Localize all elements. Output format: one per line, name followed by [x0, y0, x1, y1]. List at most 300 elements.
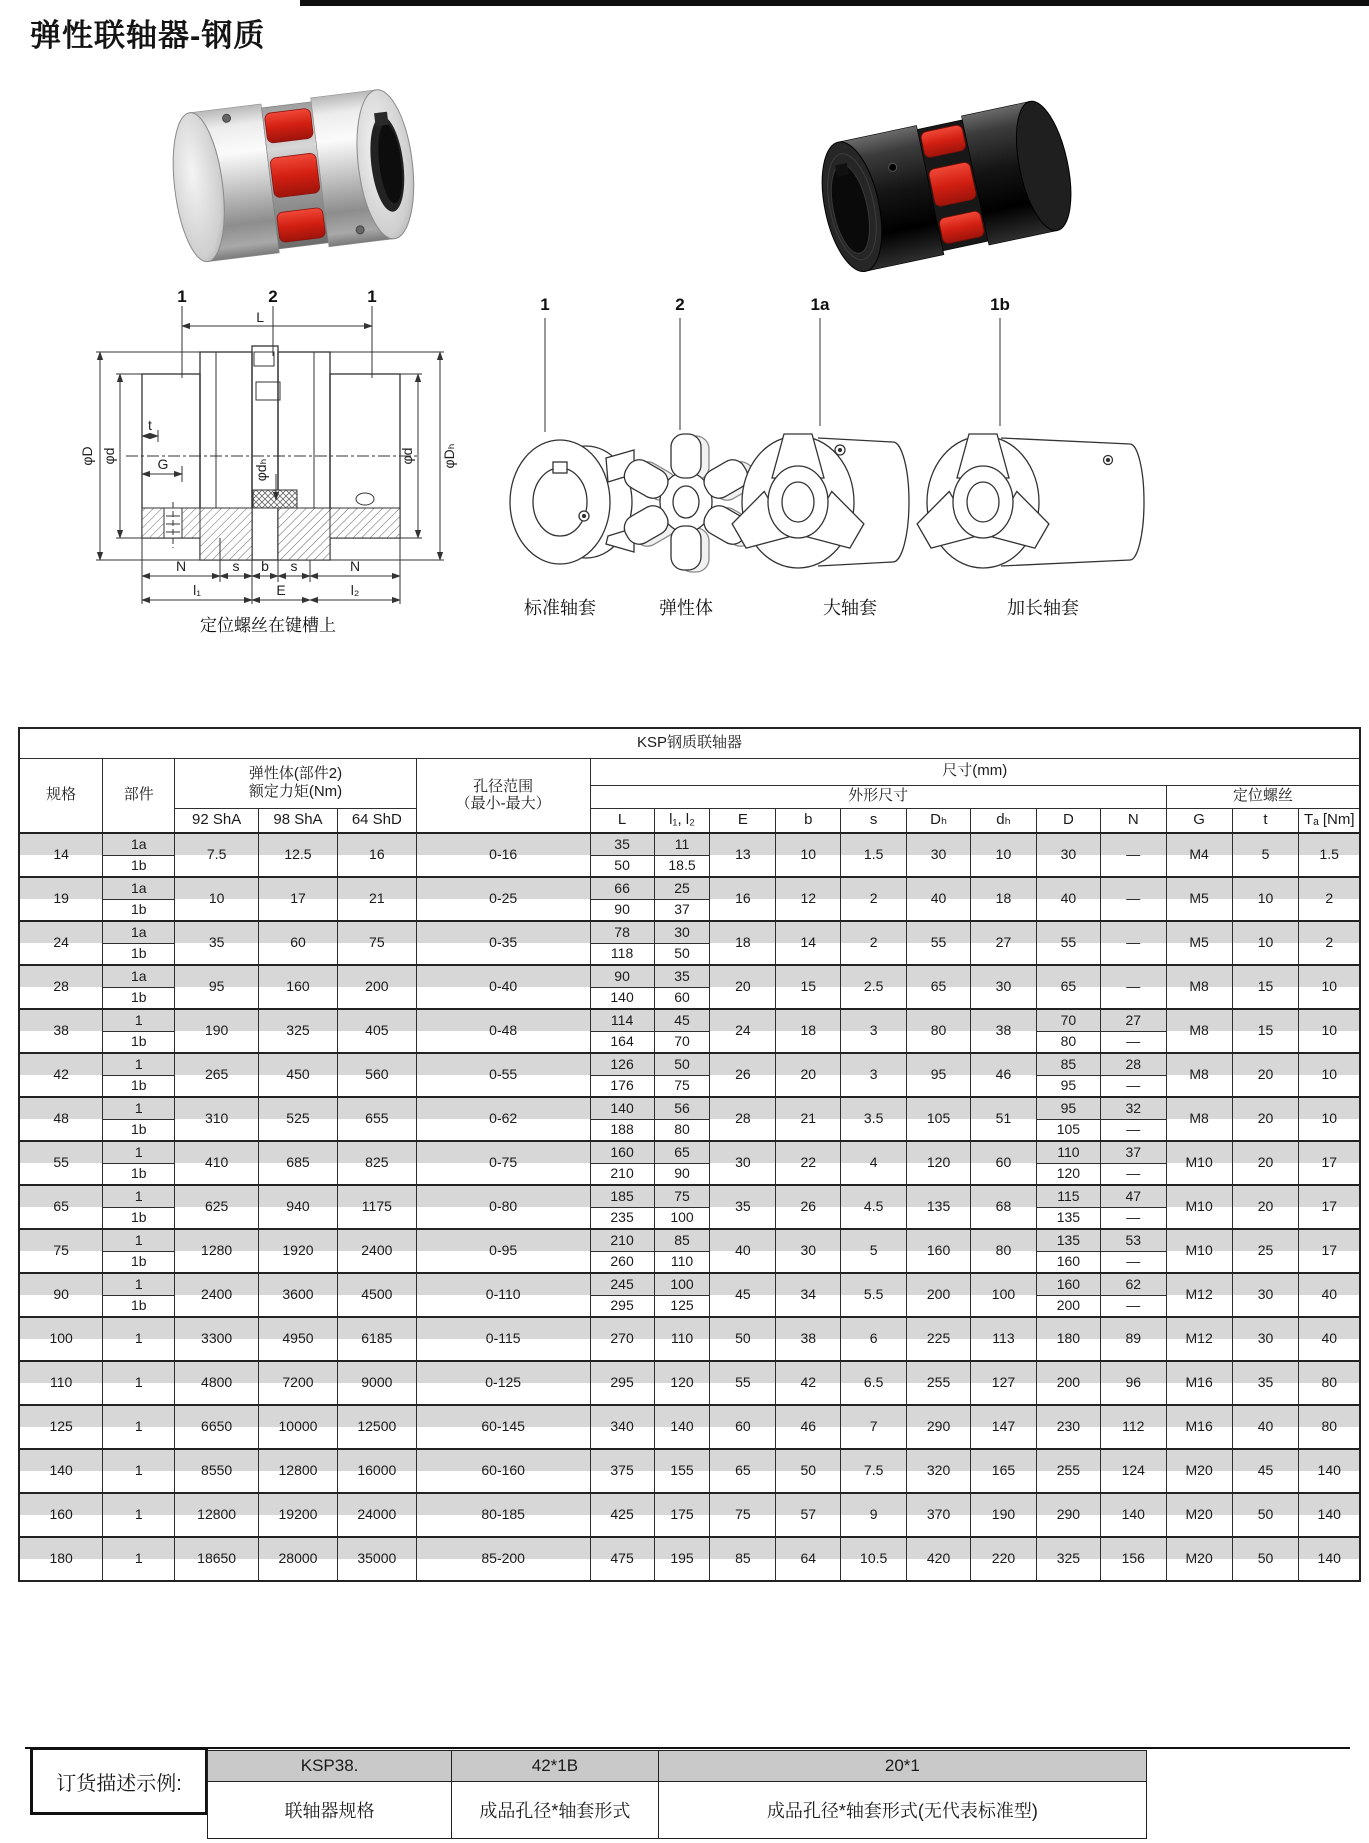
- dim-cell: 64: [776, 1537, 841, 1581]
- dim-N-cell: —: [1100, 965, 1166, 1009]
- bore-range-cell: 60-160: [416, 1449, 590, 1493]
- callout-part2: 2: [675, 295, 685, 314]
- dim-D-cell: 255: [1036, 1449, 1100, 1493]
- dim-cell: 40: [907, 877, 971, 921]
- header-set-screw: 定位螺丝: [1166, 785, 1360, 808]
- dim-N-cell: 62: [1100, 1273, 1166, 1295]
- page-top-bar: [300, 0, 1369, 6]
- dim-cell: 135: [907, 1185, 971, 1229]
- dim-N-cell: 37: [1100, 1141, 1166, 1163]
- dim-cell: 4: [841, 1141, 907, 1185]
- dim-cell: 27: [971, 921, 1037, 965]
- dim-cell: 2.5: [841, 965, 907, 1009]
- torque-cell: 625: [175, 1185, 259, 1229]
- dim-cell: 190: [971, 1493, 1037, 1537]
- header-bore-line1: 孔径范围: [473, 777, 534, 795]
- screw-cell: M8: [1166, 1097, 1232, 1141]
- bore-range-cell: 85-200: [416, 1537, 590, 1581]
- dim-D-cell: 120: [1036, 1163, 1100, 1185]
- screw-cell: 80: [1299, 1405, 1360, 1449]
- part-cell: 1: [103, 1273, 175, 1295]
- dim-cell: 6.5: [841, 1361, 907, 1405]
- dim-cell: 45: [710, 1273, 776, 1317]
- dim-cell: 3.5: [841, 1097, 907, 1141]
- dim-N-cell: —: [1100, 1207, 1166, 1229]
- header-92sha: 92 ShA: [175, 808, 259, 833]
- bore-range-cell: 0-25: [416, 877, 590, 921]
- dim-D-cell: 290: [1036, 1493, 1100, 1537]
- screw-cell: M8: [1166, 1009, 1232, 1053]
- spec-cell: 100: [19, 1317, 103, 1361]
- dim-D-cell: 180: [1036, 1317, 1100, 1361]
- dim-l1: l₁: [193, 582, 201, 598]
- spec-table: [18, 727, 1361, 1582]
- torque-cell: 60: [259, 921, 338, 965]
- screw-cell: 20: [1232, 1097, 1299, 1141]
- set-screw: [222, 114, 231, 123]
- screw-cell: 40: [1299, 1317, 1360, 1361]
- part-cell: 1b: [103, 943, 175, 965]
- header-outline-dims: 外形尺寸: [590, 785, 1166, 808]
- dim-cell: 20: [710, 965, 776, 1009]
- torque-cell: 24000: [337, 1493, 416, 1537]
- header-col-dH: dₕ: [971, 808, 1037, 833]
- screw-cell: 140: [1299, 1493, 1360, 1537]
- dim-L-cell: 475: [590, 1537, 654, 1581]
- dim-L-cell: 66: [590, 877, 654, 899]
- dim-L-cell: 245: [590, 1273, 654, 1295]
- steel-coupling-render: [166, 87, 421, 265]
- dim-D-cell: 65: [1036, 965, 1100, 1009]
- dim-l1l2-cell: 18.5: [654, 855, 710, 877]
- torque-cell: 450: [259, 1053, 338, 1097]
- dim-cell: 34: [776, 1273, 841, 1317]
- dim-phid-right: φd: [399, 447, 415, 465]
- order-example-label: 订货描述示例:: [30, 1747, 208, 1815]
- torque-cell: 3600: [259, 1273, 338, 1317]
- dim-cell: 46: [776, 1405, 841, 1449]
- dim-cell: 80: [907, 1009, 971, 1053]
- torque-cell: 7200: [259, 1361, 338, 1405]
- torque-cell: 7.5: [175, 833, 259, 877]
- dim-b: b: [261, 558, 269, 574]
- dim-cell: 80: [971, 1229, 1037, 1273]
- torque-cell: 10: [175, 877, 259, 921]
- dim-cell: 40: [710, 1229, 776, 1273]
- spec-cell: 160: [19, 1493, 103, 1537]
- bore-range-cell: 0-115: [416, 1317, 590, 1361]
- bore-range-cell: 60-145: [416, 1405, 590, 1449]
- dim-cell: 160: [907, 1229, 971, 1273]
- dim-l1l2-cell: 75: [654, 1075, 710, 1097]
- dim-cell: 10: [971, 833, 1037, 877]
- dim-N-cell: 28: [1100, 1053, 1166, 1075]
- dim-cell: 75: [710, 1493, 776, 1537]
- screw-cell: 30: [1232, 1317, 1299, 1361]
- part-cell: 1: [103, 1361, 175, 1405]
- header-spec: 规格: [19, 758, 103, 833]
- dim-N-cell: —: [1100, 1251, 1166, 1273]
- screw-cell: 15: [1232, 1009, 1299, 1053]
- torque-cell: 95: [175, 965, 259, 1009]
- dim-L-cell: 295: [590, 1361, 654, 1405]
- dim-N-cell: 32: [1100, 1097, 1166, 1119]
- dim-cell: 1.5: [841, 833, 907, 877]
- part-cell: 1: [103, 1493, 175, 1537]
- torque-cell: 35: [175, 921, 259, 965]
- spider-figure: [620, 434, 761, 572]
- dim-cell: 30: [907, 833, 971, 877]
- torque-cell: 525: [259, 1097, 338, 1141]
- spec-cell: 55: [19, 1141, 103, 1185]
- callout-part1: 1: [540, 295, 550, 314]
- dim-l1l2-cell: 140: [654, 1405, 710, 1449]
- part-cell: 1: [103, 1053, 175, 1075]
- elastomer-section: [253, 490, 297, 508]
- dim-cell: 6: [841, 1317, 907, 1361]
- bore-range-cell: 80-185: [416, 1493, 590, 1537]
- dim-cell: 113: [971, 1317, 1037, 1361]
- dim-cell: 21: [776, 1097, 841, 1141]
- bore-range-cell: 0-16: [416, 833, 590, 877]
- dim-cell: 3: [841, 1009, 907, 1053]
- part-cell: 1b: [103, 1295, 175, 1317]
- dim-l1l2-cell: 195: [654, 1537, 710, 1581]
- part-cell: 1: [103, 1097, 175, 1119]
- torque-cell: 12800: [175, 1493, 259, 1537]
- dim-cell: 51: [971, 1097, 1037, 1141]
- dim-D-cell: 70: [1036, 1009, 1100, 1031]
- order-desc-bore1: 成品孔径*轴套形式: [452, 1782, 659, 1839]
- dim-cell: 15: [776, 965, 841, 1009]
- dim-l1l2-cell: 80: [654, 1119, 710, 1141]
- dim-L-cell: 78: [590, 921, 654, 943]
- spec-cell: 180: [19, 1537, 103, 1581]
- part-cell: 1b: [103, 1163, 175, 1185]
- dim-cell: 20: [776, 1053, 841, 1097]
- torque-cell: 2400: [337, 1229, 416, 1273]
- torque-cell: 75: [337, 921, 416, 965]
- callout-1b: 1: [367, 287, 377, 306]
- torque-cell: 35000: [337, 1537, 416, 1581]
- spec-cell: 38: [19, 1009, 103, 1053]
- dim-cell: 57: [776, 1493, 841, 1537]
- part-cell: 1b: [103, 987, 175, 1009]
- dim-s-left: s: [232, 558, 240, 574]
- screw-cell: M10: [1166, 1185, 1232, 1229]
- header-elastomer-torque: [175, 758, 417, 808]
- torque-cell: 655: [337, 1097, 416, 1141]
- dim-L: L: [256, 309, 264, 325]
- screw-cell: 20: [1232, 1053, 1299, 1097]
- screw-cell: 17: [1299, 1185, 1360, 1229]
- dim-N-cell: —: [1100, 1295, 1166, 1317]
- dim-cell: 24: [710, 1009, 776, 1053]
- dim-D-cell: 40: [1036, 877, 1100, 921]
- dim-t: t: [148, 417, 152, 433]
- header-col-D: D: [1036, 808, 1100, 833]
- elastomer-insert: [264, 108, 313, 143]
- dim-phiDH: φDₕ: [441, 443, 457, 469]
- dim-cell: 28: [710, 1097, 776, 1141]
- order-section-rule: [25, 1747, 1350, 1749]
- dim-L-cell: 270: [590, 1317, 654, 1361]
- order-code-bore1: 42*1B: [452, 1751, 659, 1782]
- long-hub-figure: [911, 434, 1144, 568]
- torque-cell: 16000: [337, 1449, 416, 1493]
- dim-cell: 60: [971, 1141, 1037, 1185]
- torque-cell: 4950: [259, 1317, 338, 1361]
- dim-cell: 38: [776, 1317, 841, 1361]
- callout-part1b: 1b: [990, 295, 1010, 314]
- section-drawing: [70, 286, 465, 638]
- header-dimensions: 尺寸(mm): [590, 758, 1360, 785]
- bore-range-cell: 0-110: [416, 1273, 590, 1317]
- dim-l1l2-cell: 85: [654, 1229, 710, 1251]
- order-desc-bore2: 成品孔径*轴套形式(无代表标准型): [658, 1782, 1146, 1839]
- bore-range-cell: 0-40: [416, 965, 590, 1009]
- dim-cell: 55: [710, 1361, 776, 1405]
- header-torque: 额定力矩(Nm): [248, 783, 343, 800]
- dim-l1l2-cell: 100: [654, 1207, 710, 1229]
- dim-L-cell: 160: [590, 1141, 654, 1163]
- part-cell: 1: [103, 1449, 175, 1493]
- torque-cell: 1175: [337, 1185, 416, 1229]
- dim-D-cell: 30: [1036, 833, 1100, 877]
- dim-L-cell: 126: [590, 1053, 654, 1075]
- screw-cell: 30: [1232, 1273, 1299, 1317]
- callout-2: 2: [268, 287, 278, 306]
- header-col-DH: Dₕ: [907, 808, 971, 833]
- dim-cell: 105: [907, 1097, 971, 1141]
- dim-L-cell: 164: [590, 1031, 654, 1053]
- screw-cell: 1.5: [1299, 833, 1360, 877]
- dim-N-cell: —: [1100, 1119, 1166, 1141]
- part-cell: 1b: [103, 1075, 175, 1097]
- product-photo-black: [786, 82, 1094, 294]
- dim-cell: 420: [907, 1537, 971, 1581]
- dim-l1l2-cell: 30: [654, 921, 710, 943]
- caption-big-hub: 大轴套: [823, 598, 877, 618]
- dim-D-cell: 105: [1036, 1119, 1100, 1141]
- dim-cell: 42: [776, 1361, 841, 1405]
- dim-cell: 26: [710, 1053, 776, 1097]
- torque-cell: 28000: [259, 1537, 338, 1581]
- dim-l1l2-cell: 37: [654, 899, 710, 921]
- screw-cell: 17: [1299, 1229, 1360, 1273]
- header-col-G: G: [1166, 808, 1232, 833]
- dim-D-cell: 325: [1036, 1537, 1100, 1581]
- spec-cell: 140: [19, 1449, 103, 1493]
- dim-l1l2-cell: 35: [654, 965, 710, 987]
- screw-cell: M16: [1166, 1405, 1232, 1449]
- dim-L-cell: 35: [590, 833, 654, 855]
- spec-cell: 19: [19, 877, 103, 921]
- dim-D-cell: 110: [1036, 1141, 1100, 1163]
- torque-cell: 405: [337, 1009, 416, 1053]
- product-photo-steel: [148, 66, 448, 284]
- dim-cell: 255: [907, 1361, 971, 1405]
- dim-l1l2-cell: 125: [654, 1295, 710, 1317]
- caption-spider: 弹性体: [659, 598, 713, 618]
- torque-cell: 6650: [175, 1405, 259, 1449]
- torque-cell: 310: [175, 1097, 259, 1141]
- bore-range-cell: 0-62: [416, 1097, 590, 1141]
- dim-cell: 200: [907, 1273, 971, 1317]
- dim-cell: 26: [776, 1185, 841, 1229]
- dim-E: E: [276, 582, 286, 598]
- screw-cell: 50: [1232, 1537, 1299, 1581]
- screw-cell: 140: [1299, 1537, 1360, 1581]
- dim-L-cell: 340: [590, 1405, 654, 1449]
- header-col-l1l2: l₁, l₂: [654, 808, 710, 833]
- page-title: 弹性联轴器-钢质: [30, 18, 266, 53]
- dim-L-cell: 90: [590, 899, 654, 921]
- torque-cell: 685: [259, 1141, 338, 1185]
- dim-D-cell: 115: [1036, 1185, 1100, 1207]
- header-col-b: b: [776, 808, 841, 833]
- header-col-TA: Tₐ [Nm]: [1299, 808, 1360, 833]
- torque-cell: 4500: [337, 1273, 416, 1317]
- dim-N-cell: —: [1100, 877, 1166, 921]
- dim-N-cell: 47: [1100, 1185, 1166, 1207]
- screw-cell: M20: [1166, 1493, 1232, 1537]
- dim-l1l2-cell: 50: [654, 1053, 710, 1075]
- dim-N-cell: —: [1100, 1163, 1166, 1185]
- dim-D-cell: 80: [1036, 1031, 1100, 1053]
- dim-cell: 50: [710, 1317, 776, 1361]
- dim-l1l2-cell: 120: [654, 1361, 710, 1405]
- dim-cell: 65: [907, 965, 971, 1009]
- order-code-series: KSP38.: [208, 1751, 452, 1782]
- dim-D-cell: 135: [1036, 1229, 1100, 1251]
- dim-cell: 370: [907, 1493, 971, 1537]
- dim-cell: 5.5: [841, 1273, 907, 1317]
- dim-cell: 5: [841, 1229, 907, 1273]
- order-code-bore2: 20*1: [658, 1751, 1146, 1782]
- torque-cell: 18650: [175, 1537, 259, 1581]
- dim-cell: 65: [710, 1449, 776, 1493]
- bore-range-cell: 0-35: [416, 921, 590, 965]
- part-cell: 1b: [103, 1119, 175, 1141]
- screw-cell: M8: [1166, 965, 1232, 1009]
- header-64shd: 64 ShD: [337, 808, 416, 833]
- dim-N-cell: 53: [1100, 1229, 1166, 1251]
- dim-L-cell: 235: [590, 1207, 654, 1229]
- part-cell: 1: [103, 1317, 175, 1361]
- dim-cell: 55: [907, 921, 971, 965]
- spec-cell: 42: [19, 1053, 103, 1097]
- dim-l1l2-cell: 70: [654, 1031, 710, 1053]
- torque-cell: 12.5: [259, 833, 338, 877]
- dim-D-cell: 55: [1036, 921, 1100, 965]
- order-example-table: [207, 1750, 1147, 1839]
- screw-cell: M5: [1166, 877, 1232, 921]
- torque-cell: 9000: [337, 1361, 416, 1405]
- dim-N-cell: 89: [1100, 1317, 1166, 1361]
- dim-N-cell: 156: [1100, 1537, 1166, 1581]
- screw-cell: 40: [1299, 1273, 1360, 1317]
- dim-N-cell: 96: [1100, 1361, 1166, 1405]
- header-col-L: L: [590, 808, 654, 833]
- header-bore-range: [416, 758, 590, 833]
- dim-L-cell: 185: [590, 1185, 654, 1207]
- caption-long-hub: 加长轴套: [1007, 598, 1079, 618]
- screw-cell: M16: [1166, 1361, 1232, 1405]
- part-cell: 1: [103, 1009, 175, 1031]
- screw-cell: 10: [1299, 1053, 1360, 1097]
- part-cell: 1: [103, 1405, 175, 1449]
- dim-N-cell: 140: [1100, 1493, 1166, 1537]
- dim-cell: 2: [841, 921, 907, 965]
- dim-L-cell: 50: [590, 855, 654, 877]
- screw-cell: M10: [1166, 1141, 1232, 1185]
- screw-cell: 5: [1232, 833, 1299, 877]
- dim-l1l2-cell: 110: [654, 1251, 710, 1273]
- screw-cell: M4: [1166, 833, 1232, 877]
- dim-s-right: s: [290, 558, 298, 574]
- dim-cell: 38: [971, 1009, 1037, 1053]
- spec-cell: 48: [19, 1097, 103, 1141]
- torque-cell: 265: [175, 1053, 259, 1097]
- dim-N-left: N: [175, 558, 187, 574]
- dim-cell: 12: [776, 877, 841, 921]
- dim-cell: 68: [971, 1185, 1037, 1229]
- dim-phid-left: φd: [101, 447, 117, 465]
- dim-L-cell: 295: [590, 1295, 654, 1317]
- header-98sha: 98 ShA: [259, 808, 338, 833]
- dim-L-cell: 118: [590, 943, 654, 965]
- spec-table-body: [19, 833, 1360, 1581]
- screw-cell: 2: [1299, 921, 1360, 965]
- dim-cell: 127: [971, 1361, 1037, 1405]
- dim-D-cell: 85: [1036, 1053, 1100, 1075]
- screw-cell: 10: [1299, 1097, 1360, 1141]
- screw-cell: M12: [1166, 1273, 1232, 1317]
- dim-cell: 16: [710, 877, 776, 921]
- dim-N-cell: 124: [1100, 1449, 1166, 1493]
- screw-cell: M20: [1166, 1449, 1232, 1493]
- dim-cell: 3: [841, 1053, 907, 1097]
- part-cell: 1b: [103, 1031, 175, 1053]
- dim-cell: 7.5: [841, 1449, 907, 1493]
- part-cell: 1: [103, 1229, 175, 1251]
- dim-N-cell: —: [1100, 1075, 1166, 1097]
- dim-l1l2-cell: 155: [654, 1449, 710, 1493]
- dim-cell: 30: [776, 1229, 841, 1273]
- callout-1: 1: [177, 287, 187, 306]
- bore-range-cell: 0-80: [416, 1185, 590, 1229]
- screw-cell: M8: [1166, 1053, 1232, 1097]
- dim-cell: 147: [971, 1405, 1037, 1449]
- big-hub-figure: [726, 434, 909, 568]
- dim-L-cell: 114: [590, 1009, 654, 1031]
- torque-cell: 410: [175, 1141, 259, 1185]
- screw-cell: 10: [1299, 1009, 1360, 1053]
- bore-range-cell: 0-75: [416, 1141, 590, 1185]
- header-elastomer: 弹性体(部件2): [248, 765, 343, 783]
- part-cell: 1a: [103, 965, 175, 987]
- torque-cell: 10000: [259, 1405, 338, 1449]
- dim-cell: 30: [710, 1141, 776, 1185]
- torque-cell: 325: [259, 1009, 338, 1053]
- part-cell: 1b: [103, 1207, 175, 1229]
- dim-l1l2-cell: 90: [654, 1163, 710, 1185]
- dim-cell: 10.5: [841, 1537, 907, 1581]
- black-coupling-render: [812, 96, 1081, 276]
- screw-cell: 20: [1232, 1185, 1299, 1229]
- screw-cell: 40: [1232, 1405, 1299, 1449]
